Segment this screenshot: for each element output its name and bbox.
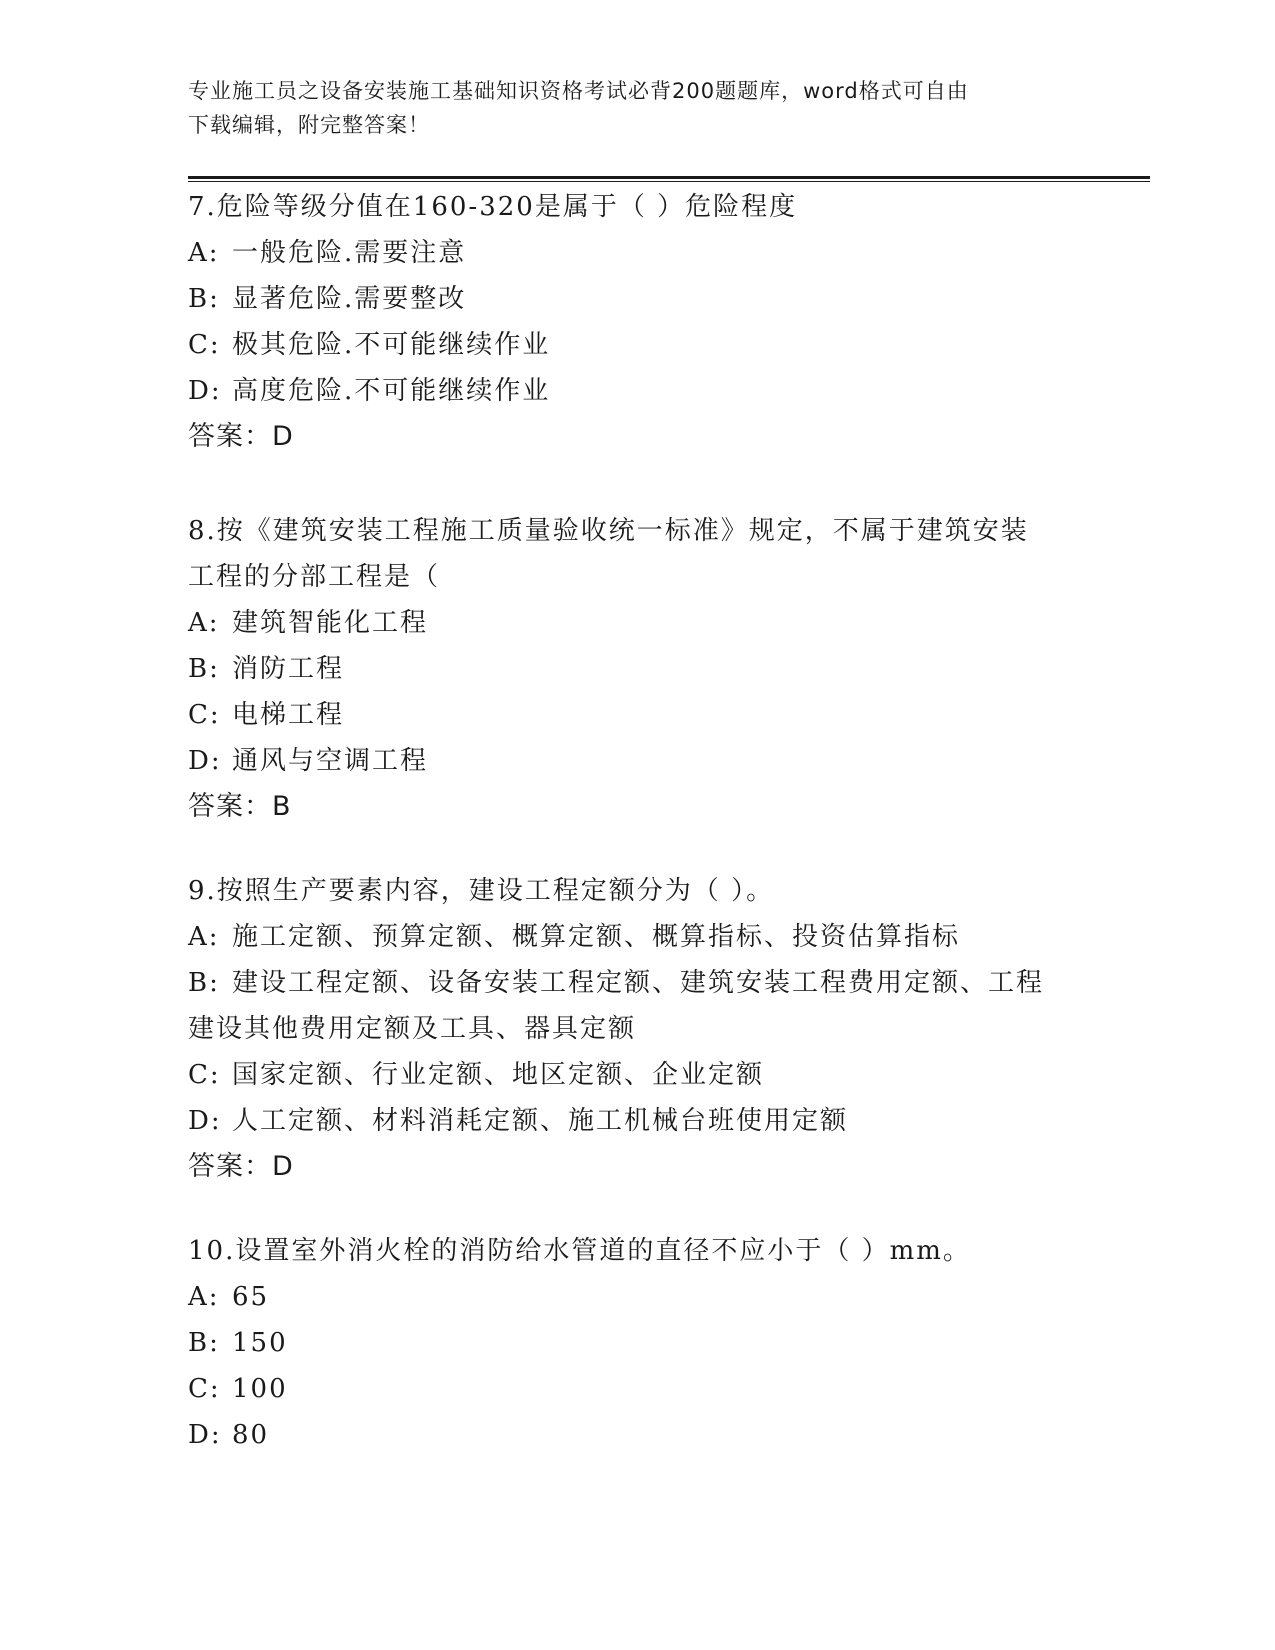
option-b — [188, 960, 1088, 1006]
option-letter: C: — [188, 330, 221, 360]
option-text: 国家定额、行业定额、地区定额、企业定额 — [232, 1060, 765, 1090]
option-letter: A: — [188, 922, 220, 952]
option-c — [188, 1366, 1088, 1412]
option-letter: D: — [188, 1420, 222, 1450]
option-letter: B: — [188, 654, 220, 684]
option-letter: B: — [188, 284, 220, 314]
option-text: 显著危险.需要整改 — [232, 284, 467, 314]
option-text: 一般危险.需要注意 — [232, 238, 467, 268]
option-b — [188, 276, 1088, 322]
option-b — [188, 646, 1088, 692]
option-a — [188, 600, 1088, 646]
option-letter: D: — [188, 746, 222, 776]
header-line-2: 下载编辑，附完整答案！ — [188, 113, 430, 137]
option-letter: C: — [188, 1060, 221, 1090]
option-text: 150 — [232, 1328, 288, 1358]
question-8 — [188, 508, 1088, 830]
option-text: 建设工程定额、设备安装工程定额、建筑安装工程费用定额、工程 — [232, 968, 1045, 998]
option-text: 100 — [232, 1374, 288, 1404]
question-7 — [188, 184, 1088, 460]
question-stem: 10.设置室外消火栓的消防给水管道的直径不应小于（ ）mm。 — [188, 1236, 971, 1266]
option-letter: A: — [188, 1282, 220, 1312]
question-10 — [188, 1228, 1088, 1458]
option-b — [188, 1320, 1088, 1366]
option-c — [188, 1052, 1088, 1098]
option-text: 65 — [232, 1282, 270, 1312]
question-stem: 7.危险等级分值在160-320是属于（ ）危险程度 — [188, 192, 798, 222]
document-header — [188, 74, 1088, 142]
option-text: 极其危险.不可能继续作业 — [232, 330, 551, 360]
question-stem: 8.按《建筑安装工程施工质量验收统一标准》规定，不属于建筑安装 — [188, 516, 1029, 546]
option-text: 电梯工程 — [232, 700, 345, 730]
option-letter: D: — [188, 376, 222, 406]
question-stem-continued: 工程的分部工程是（ — [188, 562, 441, 592]
option-text: 消防工程 — [232, 654, 345, 684]
option-text: 施工定额、预算定额、概算定额、概算指标、投资估算指标 — [232, 922, 961, 952]
question-stem: 9.按照生产要素内容，建设工程定额分为（ ）。 — [188, 876, 775, 906]
option-letter: C: — [188, 1374, 221, 1404]
option-letter: B: — [188, 1328, 220, 1358]
option-a — [188, 1274, 1088, 1320]
option-letter: C: — [188, 700, 221, 730]
option-c — [188, 692, 1088, 738]
answer-label: 答案：D — [188, 421, 294, 452]
answer-label: 答案：B — [188, 791, 292, 822]
option-a — [188, 914, 1088, 960]
header-divider-thick — [188, 176, 1150, 179]
option-text: 80 — [232, 1420, 270, 1450]
option-text: 人工定额、材料消耗定额、施工机械台班使用定额 — [232, 1106, 849, 1136]
answer-label: 答案：D — [188, 1151, 294, 1182]
option-text: 建筑智能化工程 — [232, 608, 429, 638]
header-line-1: 专业施工员之设备安装施工基础知识资格考试必背200题题库，word格式可自由 — [188, 79, 969, 103]
question-9 — [188, 868, 1088, 1190]
option-letter: A: — [188, 608, 220, 638]
option-d — [188, 738, 1088, 784]
option-b-continued: 建设其他费用定额及工具、器具定额 — [188, 1014, 637, 1044]
option-letter: D: — [188, 1106, 222, 1136]
option-c — [188, 322, 1088, 368]
option-d — [188, 368, 1088, 414]
header-divider-thin — [188, 181, 1150, 182]
option-a — [188, 230, 1088, 276]
option-d — [188, 1412, 1088, 1458]
option-text: 高度危险.不可能继续作业 — [232, 376, 551, 406]
option-letter: B: — [188, 968, 220, 998]
option-text: 通风与空调工程 — [232, 746, 429, 776]
option-d — [188, 1098, 1088, 1144]
option-letter: A: — [188, 238, 220, 268]
